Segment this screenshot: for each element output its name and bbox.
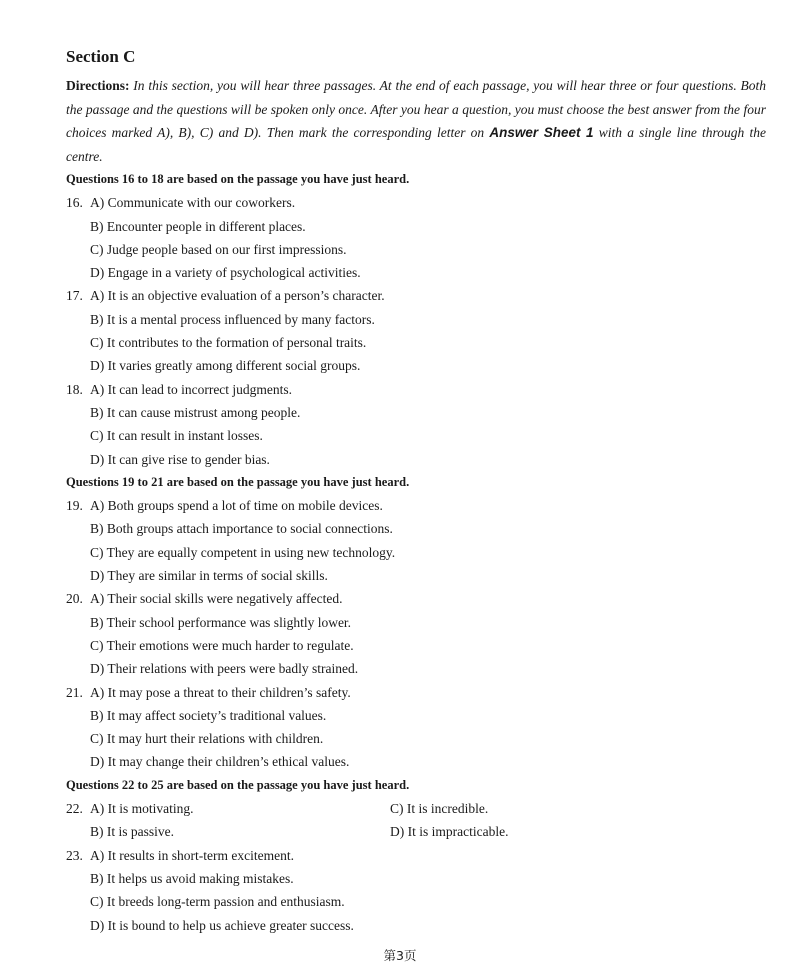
question-16 [66, 191, 766, 284]
option-b: B) Encounter people in different places. [90, 218, 306, 234]
option-a: A) It results in short-term excitement. [90, 847, 294, 863]
group-heading-22-25: Questions 22 to 25 are based on the passage you have just heard. [66, 777, 410, 792]
question-18 [66, 378, 766, 471]
option-a: A) Both groups spend a lot of time on mobile devices. [90, 498, 383, 514]
option-a: A) It is motivating. [90, 801, 194, 817]
option-c: C) They are equally competent in using new technology. [90, 544, 396, 560]
option-b: B) Both groups attach importance to social connections. [90, 521, 393, 537]
question-22 [66, 797, 766, 844]
option-c: C) Judge people based on our first impressions. [90, 241, 347, 257]
option-b: B) It is passive. [90, 824, 174, 840]
option-d: D) It may change their children’s ethical values. [90, 754, 350, 770]
option-c: C) Their emotions were much harder to regulate. [90, 637, 354, 653]
option-c: C) It can result in instant losses. [90, 428, 263, 444]
section-title: Section C [66, 47, 136, 66]
option-d: D) It can give rise to gender bias. [90, 451, 270, 467]
option-d: D) They are similar in terms of social skills. [90, 568, 328, 584]
option-d: D) Their relations with peers were badly strained. [90, 661, 359, 677]
group-heading-19-21: Questions 19 to 21 are based on the passage you have just heard. [66, 474, 410, 489]
option-a: A) Communicate with our coworkers. [90, 195, 296, 211]
option-c: C) It may hurt their relations with children. [90, 731, 324, 747]
option-b: B) It helps us avoid making mistakes. [90, 870, 294, 886]
option-b: B) It is a mental process influenced by many factors. [90, 311, 375, 327]
question-20 [66, 587, 766, 680]
question-21 [66, 681, 766, 774]
option-d: D) It varies greatly among different social groups. [90, 358, 361, 374]
option-b: B) It can cause mistrust among people. [90, 404, 301, 420]
question-number: 17. [66, 288, 83, 304]
question-17 [66, 284, 766, 377]
option-d: D) Engage in a variety of psychological activities. [90, 265, 361, 281]
question-number: 20. [66, 591, 83, 607]
question-23 [66, 844, 766, 937]
exam-page [66, 46, 766, 937]
question-number: 18. [66, 381, 83, 397]
option-d: D) It is bound to help us achieve greater success. [90, 917, 354, 933]
option-b: B) It may affect society’s traditional values. [90, 707, 327, 723]
directions [66, 74, 766, 168]
option-d: D) It is impracticable. [390, 824, 509, 840]
question-number: 16. [66, 195, 83, 211]
question-number: 21. [66, 684, 83, 700]
option-a: A) It is an objective evaluation of a person’s character. [90, 288, 385, 304]
option-c: C) It contributes to the formation of personal traits. [90, 335, 367, 351]
option-a: A) It may pose a threat to their children’s safety. [90, 684, 351, 700]
question-number: 19. [66, 498, 83, 514]
option-c: C) It is incredible. [390, 801, 489, 817]
option-a: A) Their social skills were negatively affected. [90, 591, 343, 607]
page-number: 第3页 [383, 948, 417, 963]
question-19 [66, 494, 766, 587]
option-a: A) It can lead to incorrect judgments. [90, 381, 293, 397]
question-number: 23. [66, 847, 83, 863]
answer-sheet-label: Answer Sheet 1 [489, 125, 594, 140]
question-number: 22. [66, 801, 83, 817]
option-c: C) It breeds long-term passion and enthusiasm. [90, 894, 345, 910]
group-heading-16-18: Questions 16 to 18 are based on the passage you have just heard. [66, 172, 410, 186]
option-b: B) Their school performance was slightly lower. [90, 614, 352, 630]
directions-text: In this section, you will hear three passages. At the end of each passage, you will hear three or four questions. Both the passage and the questions will be spoken only once. After you hear a question, you must choose the best answer from the four choices marked A), B), C) and D). Then mark the corresponding letter on [66, 78, 766, 140]
directions-text-end: with a single line through the centre. [66, 125, 766, 164]
directions-lead: Directions: [66, 78, 134, 93]
